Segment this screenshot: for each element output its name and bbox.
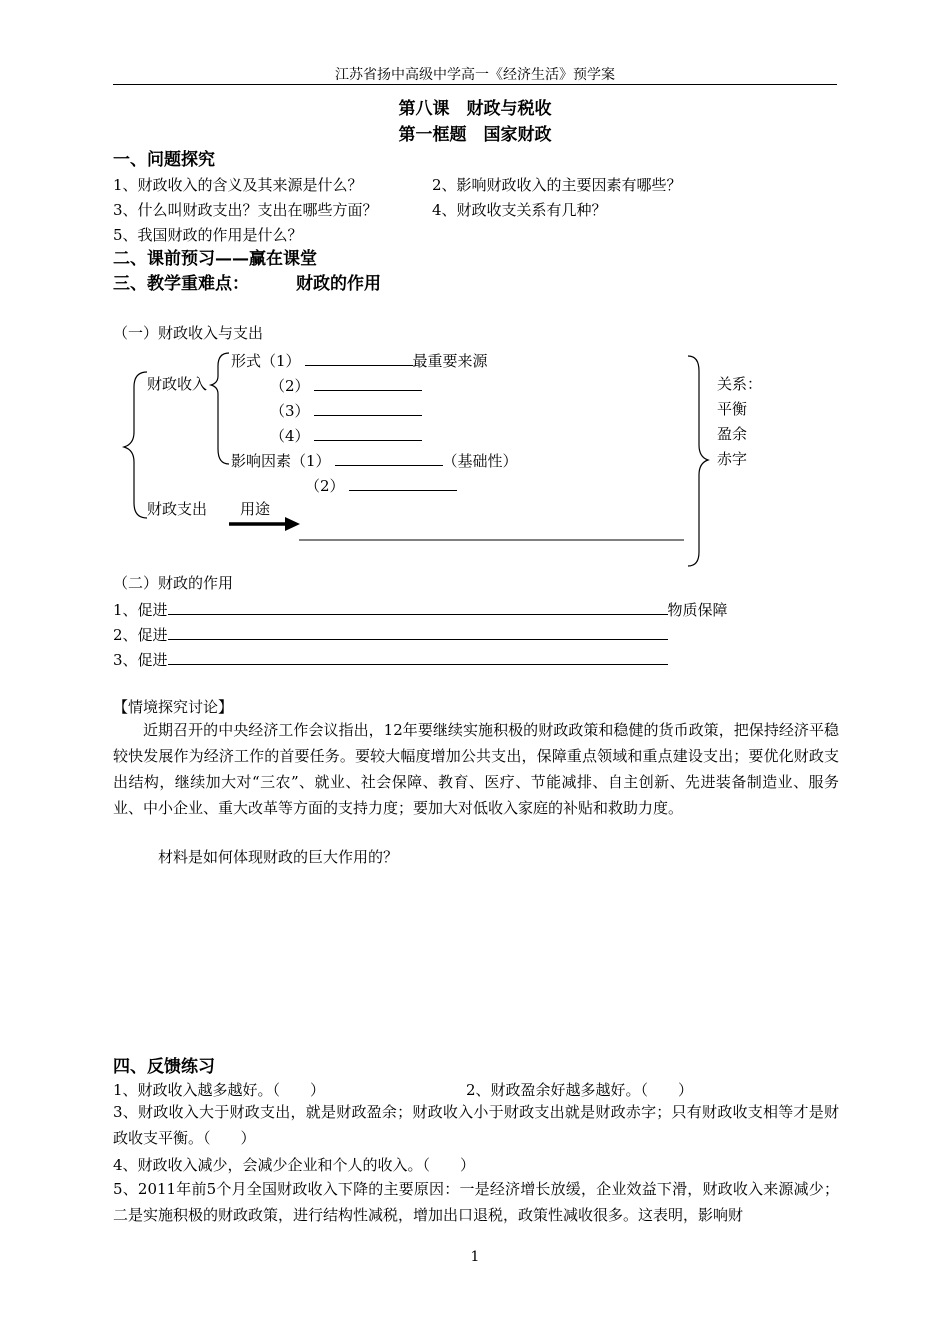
income-label: 财政收入 xyxy=(147,375,208,393)
section-title: 第一框题 国家财政 xyxy=(398,125,552,145)
most-important-source: 最重要来源 xyxy=(412,352,488,370)
factor-row-1 xyxy=(231,449,518,471)
relation-balance: 平衡 xyxy=(717,400,748,418)
section3-heading: 三、教学重难点： xyxy=(113,274,249,294)
form-row-3 xyxy=(270,399,422,421)
basic-note: （基础性） xyxy=(442,452,518,470)
scenario-heading: 【情境探究讨论】 xyxy=(113,698,234,716)
arrow-head-icon xyxy=(285,517,300,531)
role-blank-1[interactable] xyxy=(168,598,668,615)
relation-deficit: 赤字 xyxy=(717,450,748,468)
relation-surplus: 盈余 xyxy=(717,425,748,443)
relation-title: 关系： xyxy=(717,375,763,393)
role-row-2 xyxy=(113,623,668,645)
feedback-4: 4、财政收入减少，会减少企业和个人的收入。（ ） xyxy=(113,1156,476,1174)
feedback-3: 3、财政收入大于财政支出，就是财政盈余；财政收入小于财政支出就是财政赤字；只有财政收支相等才是财政收支平衡。（ ） xyxy=(113,1103,839,1147)
role-label-3: 3、促进 xyxy=(113,651,168,669)
role-suffix-1: 物质保障 xyxy=(667,601,728,619)
section3-focus: 财政的作用 xyxy=(296,274,381,294)
form-blank-3[interactable] xyxy=(314,399,422,416)
lesson-title: 第八课 财政与税收 xyxy=(398,99,552,119)
factor-row-2 xyxy=(305,474,457,496)
scenario-question: 材料是如何体现财政的巨大作用的？ xyxy=(158,848,399,866)
section4-heading: 四、反馈练习 xyxy=(113,1057,215,1077)
question-4: 4、财政收支关系有几种？ xyxy=(432,201,607,219)
feedback-2: 2、财政盈余好越多越好。（ ） xyxy=(466,1081,694,1099)
factor-label: 影响因素（1） xyxy=(231,452,331,470)
expense-label: 财政支出 xyxy=(147,500,208,518)
role-row-1 xyxy=(113,598,728,620)
subheading-role: （二）财政的作用 xyxy=(113,574,234,592)
section1-heading: 一、问题探究 xyxy=(113,150,215,170)
left-brace xyxy=(124,372,147,518)
factor-blank-2[interactable] xyxy=(349,474,457,491)
role-row-3 xyxy=(113,648,668,670)
form-blank-4[interactable] xyxy=(314,424,422,441)
form-label-2: （2） xyxy=(270,377,310,395)
form-label-4: （4） xyxy=(270,427,310,445)
feedback-1: 1、财政收入越多越好。（ ） xyxy=(113,1081,326,1099)
page-header: 江苏省扬中高级中学高一《经济生活》预学案 xyxy=(335,67,615,83)
feedback-5: 5、2011年前5个月全国财政收入下降的主要原因：一是经济增长放缓，企业效益下滑，财政收入来源减少；二是实施积极的财政政策，进行结构性减税，增加出口退税，政策性减收很多。这表明，影响财 xyxy=(113,1180,839,1224)
form-row-1 xyxy=(231,349,488,371)
question-5: 5、我国财政的作用是什么？ xyxy=(113,226,303,244)
role-blank-3[interactable] xyxy=(168,648,668,665)
question-2: 2、影响财政收入的主要因素有哪些？ xyxy=(432,176,682,194)
form-row-4 xyxy=(270,424,422,446)
page-number: 1 xyxy=(470,1249,480,1265)
usage-label: 用途 xyxy=(240,500,271,518)
form-blank-1[interactable] xyxy=(305,349,413,366)
form-row-2 xyxy=(270,374,422,396)
subheading-income-expense: （一）财政收入与支出 xyxy=(113,324,264,342)
role-label-1: 1、促进 xyxy=(113,601,168,619)
section2-heading: 二、课前预习——赢在课堂 xyxy=(113,249,317,269)
form-label: 形式（1） xyxy=(231,352,301,370)
form-blank-2[interactable] xyxy=(314,374,422,391)
question-3: 3、什么叫财政支出？支出在哪些方面？ xyxy=(113,201,378,219)
form-label-3: （3） xyxy=(270,402,310,420)
income-brace xyxy=(211,353,229,464)
right-brace xyxy=(688,356,708,566)
role-label-2: 2、促进 xyxy=(113,626,168,644)
question-1: 1、财政收入的含义及其来源是什么？ xyxy=(113,176,363,194)
scenario-paragraph: 近期召开的中央经济工作会议指出，12年要继续实施积极的财政政策和稳健的货币政策，把保持经济平稳较快发展作为经济工作的首要任务。要较大幅度增加公共支出，保障重点领域和重点建设支出；要优化财政支出结构，继续加大对“三农”、就业、社会保障、教育、医疗、节能减排、自主创新、先进装备制造业、服务业、中小企业、重大改革等方面的支持力度；要加大对低收入家庭的补贴和救助力度。 xyxy=(113,721,839,817)
role-blank-2[interactable] xyxy=(168,623,668,640)
factor-blank-1[interactable] xyxy=(335,449,443,466)
factor-label-2: （2） xyxy=(305,477,345,495)
